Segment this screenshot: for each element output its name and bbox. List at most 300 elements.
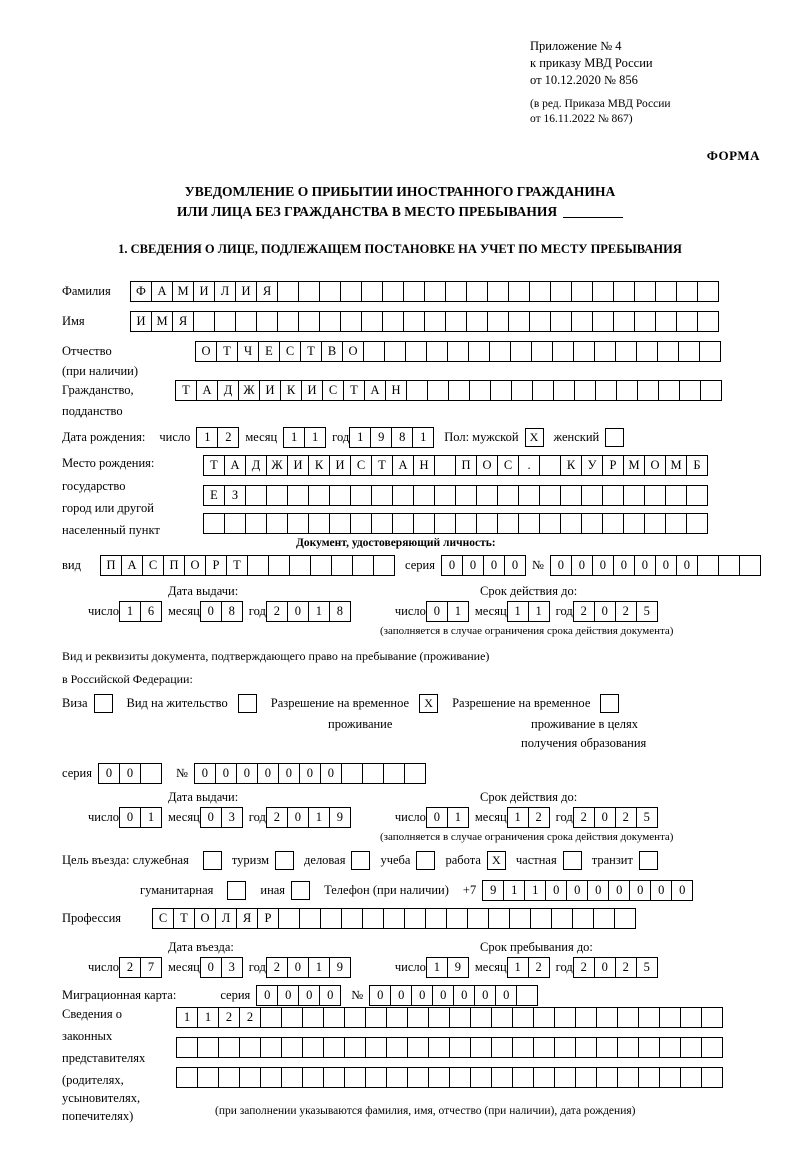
form-cell[interactable] (508, 311, 530, 332)
identity-number-input[interactable] (550, 555, 761, 576)
form-cell[interactable] (449, 1037, 471, 1058)
edu-residence-checkbox[interactable] (600, 694, 619, 713)
form-cell[interactable]: 2 (615, 601, 637, 622)
form-cell[interactable] (413, 485, 435, 506)
form-cell[interactable]: 5 (636, 957, 658, 978)
form-cell[interactable] (362, 908, 384, 929)
sex-male-checkbox[interactable]: Х (525, 428, 544, 447)
form-cell[interactable] (445, 311, 467, 332)
form-cell[interactable] (592, 311, 614, 332)
form-cell[interactable]: 0 (462, 555, 484, 576)
form-cell[interactable] (323, 1067, 345, 1088)
form-cell[interactable]: 0 (566, 880, 588, 901)
form-cell[interactable]: 1 (447, 807, 469, 828)
form-cell[interactable] (281, 1067, 303, 1088)
form-cell[interactable]: Я (172, 311, 194, 332)
profession-input[interactable] (152, 908, 636, 929)
form-cell[interactable]: 0 (200, 601, 222, 622)
birth-day-input[interactable] (196, 427, 239, 448)
form-cell[interactable] (407, 1007, 429, 1028)
form-cell[interactable] (539, 455, 561, 476)
form-cell[interactable] (446, 908, 468, 929)
form-cell[interactable] (239, 1037, 261, 1058)
form-cell[interactable] (686, 513, 708, 534)
permit-issue-month-input[interactable] (200, 807, 243, 828)
form-cell[interactable] (407, 1037, 429, 1058)
form-cell[interactable] (512, 1007, 534, 1028)
form-cell[interactable]: 0 (613, 555, 635, 576)
form-cell[interactable] (489, 341, 511, 362)
form-cell[interactable]: 3 (221, 957, 243, 978)
form-cell[interactable]: Т (226, 555, 248, 576)
form-cell[interactable]: И (287, 455, 309, 476)
form-cell[interactable]: С (279, 341, 301, 362)
form-cell[interactable] (383, 763, 405, 784)
form-cell[interactable] (573, 341, 595, 362)
form-cell[interactable] (575, 1037, 597, 1058)
form-cell[interactable] (550, 311, 572, 332)
form-cell[interactable]: С (350, 455, 372, 476)
form-cell[interactable]: 0 (594, 601, 616, 622)
form-cell[interactable] (386, 1007, 408, 1028)
form-cell[interactable] (302, 1037, 324, 1058)
form-cell[interactable]: З (224, 485, 246, 506)
form-cell[interactable]: 2 (615, 807, 637, 828)
purpose-service-checkbox[interactable] (203, 851, 222, 870)
form-cell[interactable]: 0 (650, 880, 672, 901)
form-cell[interactable] (634, 311, 656, 332)
form-cell[interactable]: 1 (426, 957, 448, 978)
form-cell[interactable] (488, 908, 510, 929)
form-cell[interactable] (383, 908, 405, 929)
form-cell[interactable]: Ф (130, 281, 152, 302)
form-cell[interactable] (617, 1067, 639, 1088)
form-cell[interactable] (533, 1037, 555, 1058)
form-cell[interactable] (655, 311, 677, 332)
form-cell[interactable]: 1 (283, 427, 305, 448)
stay-day-input[interactable] (426, 957, 469, 978)
form-cell[interactable] (308, 513, 330, 534)
form-cell[interactable]: 0 (411, 985, 433, 1006)
form-cell[interactable] (287, 485, 309, 506)
form-cell[interactable] (508, 281, 530, 302)
residence-permit-checkbox[interactable] (238, 694, 257, 713)
form-cell[interactable] (340, 281, 362, 302)
form-cell[interactable]: 0 (571, 555, 593, 576)
form-cell[interactable]: 1 (528, 601, 550, 622)
form-cell[interactable] (329, 485, 351, 506)
form-cell[interactable]: Д (217, 380, 239, 401)
form-cell[interactable] (277, 281, 299, 302)
form-cell[interactable]: О (194, 908, 216, 929)
permit-issue-year-input[interactable] (266, 807, 351, 828)
form-cell[interactable]: А (224, 455, 246, 476)
form-cell[interactable] (680, 1067, 702, 1088)
form-cell[interactable] (405, 341, 427, 362)
form-cell[interactable]: С (497, 455, 519, 476)
form-cell[interactable] (224, 513, 246, 534)
form-cell[interactable]: 0 (608, 880, 630, 901)
form-cell[interactable]: О (476, 455, 498, 476)
form-cell[interactable] (266, 485, 288, 506)
form-cell[interactable]: М (172, 281, 194, 302)
form-cell[interactable] (426, 341, 448, 362)
form-cell[interactable]: Ч (237, 341, 259, 362)
form-cell[interactable] (581, 485, 603, 506)
form-cell[interactable]: 1 (140, 807, 162, 828)
form-cell[interactable] (613, 311, 635, 332)
form-cell[interactable]: 2 (528, 807, 550, 828)
form-cell[interactable]: П (455, 455, 477, 476)
form-cell[interactable]: 2 (573, 957, 595, 978)
form-cell[interactable] (214, 311, 236, 332)
form-cell[interactable]: 0 (200, 957, 222, 978)
form-cell[interactable] (497, 485, 519, 506)
form-cell[interactable] (424, 311, 446, 332)
form-cell[interactable] (593, 908, 615, 929)
form-cell[interactable] (365, 1007, 387, 1028)
temp-residence-checkbox[interactable]: Х (419, 694, 438, 713)
citizenship-input[interactable] (175, 380, 722, 401)
permit-issue-day-input[interactable] (119, 807, 162, 828)
form-cell[interactable] (403, 281, 425, 302)
form-cell[interactable]: И (329, 455, 351, 476)
purpose-study-checkbox[interactable] (416, 851, 435, 870)
form-cell[interactable]: Т (216, 341, 238, 362)
form-cell[interactable] (592, 281, 614, 302)
form-cell[interactable] (382, 311, 404, 332)
form-cell[interactable] (470, 1037, 492, 1058)
form-cell[interactable]: А (364, 380, 386, 401)
stay-year-input[interactable] (573, 957, 658, 978)
form-cell[interactable]: М (623, 455, 645, 476)
form-cell[interactable]: Я (236, 908, 258, 929)
form-cell[interactable]: Т (173, 908, 195, 929)
form-cell[interactable]: 0 (634, 555, 656, 576)
form-cell[interactable]: Л (214, 281, 236, 302)
purpose-private-checkbox[interactable] (563, 851, 582, 870)
form-cell[interactable] (352, 555, 374, 576)
migration-number-input[interactable] (369, 985, 538, 1006)
form-cell[interactable] (554, 1067, 576, 1088)
form-cell[interactable]: 1 (308, 957, 330, 978)
form-cell[interactable] (329, 513, 351, 534)
form-cell[interactable] (596, 1037, 618, 1058)
purpose-transit-checkbox[interactable] (639, 851, 658, 870)
form-cell[interactable] (434, 485, 456, 506)
form-cell[interactable] (467, 908, 489, 929)
form-cell[interactable]: 5 (636, 601, 658, 622)
form-cell[interactable] (392, 485, 414, 506)
form-cell[interactable]: 1 (196, 427, 218, 448)
form-cell[interactable]: Н (385, 380, 407, 401)
form-cell[interactable] (289, 555, 311, 576)
form-cell[interactable] (594, 341, 616, 362)
form-cell[interactable]: 8 (329, 601, 351, 622)
form-cell[interactable] (615, 341, 637, 362)
form-cell[interactable]: 2 (573, 601, 595, 622)
form-cell[interactable]: 1 (524, 880, 546, 901)
form-cell[interactable] (428, 1007, 450, 1028)
form-cell[interactable] (308, 485, 330, 506)
form-cell[interactable] (596, 1067, 618, 1088)
form-cell[interactable] (617, 1037, 639, 1058)
form-cell[interactable] (466, 311, 488, 332)
form-cell[interactable]: 0 (594, 957, 616, 978)
patronymic-input[interactable] (195, 341, 721, 362)
form-cell[interactable] (476, 485, 498, 506)
form-cell[interactable]: А (151, 281, 173, 302)
form-cell[interactable] (575, 1067, 597, 1088)
form-cell[interactable] (344, 1037, 366, 1058)
form-cell[interactable]: 0 (287, 807, 309, 828)
form-cell[interactable]: 1 (304, 427, 326, 448)
form-cell[interactable]: Д (245, 455, 267, 476)
form-cell[interactable] (256, 311, 278, 332)
birthplace-row-1-input[interactable] (203, 455, 708, 476)
form-cell[interactable] (281, 1007, 303, 1028)
form-cell[interactable]: 5 (636, 807, 658, 828)
name-input[interactable] (130, 311, 719, 332)
form-cell[interactable] (552, 341, 574, 362)
form-cell[interactable]: 0 (432, 985, 454, 1006)
form-cell[interactable] (203, 513, 225, 534)
form-cell[interactable] (260, 1067, 282, 1088)
form-cell[interactable]: И (235, 281, 257, 302)
form-cell[interactable] (449, 1007, 471, 1028)
form-cell[interactable] (298, 311, 320, 332)
form-cell[interactable]: 1 (308, 807, 330, 828)
form-cell[interactable] (469, 380, 491, 401)
form-cell[interactable] (299, 908, 321, 929)
form-cell[interactable] (551, 908, 573, 929)
form-cell[interactable] (413, 513, 435, 534)
form-cell[interactable]: 0 (504, 555, 526, 576)
birthplace-row-3-input[interactable] (203, 513, 708, 534)
form-cell[interactable]: 0 (256, 985, 278, 1006)
form-cell[interactable] (602, 485, 624, 506)
form-cell[interactable] (554, 1037, 576, 1058)
form-cell[interactable]: 8 (221, 601, 243, 622)
form-cell[interactable] (512, 1037, 534, 1058)
form-cell[interactable] (404, 908, 426, 929)
form-cell[interactable]: К (560, 455, 582, 476)
form-cell[interactable] (247, 555, 269, 576)
form-cell[interactable] (665, 513, 687, 534)
form-cell[interactable] (701, 1007, 723, 1028)
form-cell[interactable]: И (193, 281, 215, 302)
form-cell[interactable] (509, 908, 531, 929)
form-cell[interactable] (404, 763, 426, 784)
form-cell[interactable] (384, 341, 406, 362)
form-cell[interactable] (239, 1067, 261, 1088)
form-cell[interactable]: 1 (503, 880, 525, 901)
form-cell[interactable] (659, 1067, 681, 1088)
form-cell[interactable]: 0 (629, 880, 651, 901)
form-cell[interactable]: 7 (140, 957, 162, 978)
form-cell[interactable] (319, 281, 341, 302)
form-cell[interactable] (491, 1067, 513, 1088)
identity-issue-month-input[interactable] (200, 601, 243, 622)
form-cell[interactable] (371, 485, 393, 506)
form-cell[interactable] (553, 380, 575, 401)
form-cell[interactable]: 0 (550, 555, 572, 576)
form-cell[interactable]: 0 (319, 985, 341, 1006)
form-cell[interactable]: 0 (655, 555, 677, 576)
purpose-business-checkbox[interactable] (351, 851, 370, 870)
form-cell[interactable] (686, 485, 708, 506)
form-cell[interactable] (331, 555, 353, 576)
form-cell[interactable] (445, 281, 467, 302)
form-cell[interactable]: 0 (287, 601, 309, 622)
form-cell[interactable]: 6 (140, 601, 162, 622)
form-cell[interactable] (392, 513, 414, 534)
form-cell[interactable]: О (342, 341, 364, 362)
form-cell[interactable] (679, 380, 701, 401)
form-cell[interactable] (571, 311, 593, 332)
form-cell[interactable] (455, 513, 477, 534)
form-cell[interactable] (197, 1067, 219, 1088)
form-cell[interactable] (516, 985, 538, 1006)
birth-year-input[interactable] (349, 427, 434, 448)
form-cell[interactable]: 0 (215, 763, 237, 784)
form-cell[interactable] (470, 1067, 492, 1088)
form-cell[interactable] (260, 1007, 282, 1028)
form-cell[interactable] (617, 1007, 639, 1028)
form-cell[interactable]: В (321, 341, 343, 362)
form-cell[interactable]: 2 (573, 807, 595, 828)
form-cell[interactable]: У (581, 455, 603, 476)
form-cell[interactable] (218, 1067, 240, 1088)
form-cell[interactable] (468, 341, 490, 362)
form-cell[interactable]: 0 (299, 763, 321, 784)
form-cell[interactable]: 0 (676, 555, 698, 576)
form-cell[interactable]: 2 (239, 1007, 261, 1028)
form-cell[interactable]: М (151, 311, 173, 332)
form-cell[interactable] (676, 311, 698, 332)
form-cell[interactable]: 2 (119, 957, 141, 978)
form-cell[interactable] (676, 281, 698, 302)
form-cell[interactable]: С (322, 380, 344, 401)
form-cell[interactable]: 0 (587, 880, 609, 901)
form-cell[interactable] (659, 1037, 681, 1058)
form-cell[interactable] (699, 341, 721, 362)
form-cell[interactable] (341, 763, 363, 784)
form-cell[interactable]: 1 (119, 601, 141, 622)
form-cell[interactable] (344, 1007, 366, 1028)
form-cell[interactable] (533, 1007, 555, 1028)
form-cell[interactable]: 8 (391, 427, 413, 448)
form-cell[interactable] (425, 908, 447, 929)
form-cell[interactable]: 0 (277, 985, 299, 1006)
stay-month-input[interactable] (507, 957, 550, 978)
identity-valid-day-input[interactable] (426, 601, 469, 622)
form-cell[interactable] (218, 1037, 240, 1058)
purpose-work-checkbox[interactable]: Х (487, 851, 506, 870)
form-cell[interactable] (680, 1037, 702, 1058)
form-cell[interactable] (531, 341, 553, 362)
form-cell[interactable] (497, 513, 519, 534)
form-cell[interactable] (697, 281, 719, 302)
form-cell[interactable]: 0 (474, 985, 496, 1006)
form-cell[interactable] (487, 281, 509, 302)
form-cell[interactable] (371, 513, 393, 534)
form-cell[interactable] (511, 380, 533, 401)
form-cell[interactable] (424, 281, 446, 302)
purpose-tourism-checkbox[interactable] (275, 851, 294, 870)
form-cell[interactable] (363, 341, 385, 362)
form-cell[interactable]: И (130, 311, 152, 332)
form-cell[interactable] (245, 513, 267, 534)
phone-input[interactable] (482, 880, 693, 901)
form-cell[interactable] (623, 513, 645, 534)
form-cell[interactable] (554, 1007, 576, 1028)
form-cell[interactable] (595, 380, 617, 401)
form-cell[interactable] (428, 1067, 450, 1088)
form-cell[interactable]: П (100, 555, 122, 576)
migration-series-input[interactable] (256, 985, 341, 1006)
form-cell[interactable] (350, 513, 372, 534)
form-cell[interactable]: 3 (221, 807, 243, 828)
form-cell[interactable] (529, 281, 551, 302)
form-cell[interactable] (602, 513, 624, 534)
form-cell[interactable]: Т (175, 380, 197, 401)
form-cell[interactable] (560, 513, 582, 534)
form-cell[interactable] (341, 908, 363, 929)
form-cell[interactable] (560, 485, 582, 506)
form-cell[interactable]: Т (203, 455, 225, 476)
identity-issue-day-input[interactable] (119, 601, 162, 622)
form-cell[interactable]: 1 (197, 1007, 219, 1028)
form-cell[interactable]: А (392, 455, 414, 476)
form-cell[interactable] (487, 311, 509, 332)
form-cell[interactable] (638, 1007, 660, 1028)
birthplace-row-2-input[interactable] (203, 485, 708, 506)
form-cell[interactable]: К (308, 455, 330, 476)
form-cell[interactable]: 2 (615, 957, 637, 978)
surname-input[interactable] (130, 281, 719, 302)
form-cell[interactable]: Е (258, 341, 280, 362)
form-cell[interactable] (680, 1007, 702, 1028)
form-cell[interactable]: 1 (507, 957, 529, 978)
form-cell[interactable]: 0 (278, 763, 300, 784)
form-cell[interactable]: Е (203, 485, 225, 506)
form-cell[interactable] (518, 513, 540, 534)
form-cell[interactable]: 0 (671, 880, 693, 901)
form-cell[interactable] (476, 513, 498, 534)
form-cell[interactable] (491, 1037, 513, 1058)
form-cell[interactable] (616, 380, 638, 401)
form-cell[interactable] (532, 380, 554, 401)
form-cell[interactable]: 9 (447, 957, 469, 978)
form-cell[interactable]: 0 (483, 555, 505, 576)
permit-number-input[interactable] (194, 763, 426, 784)
form-cell[interactable] (434, 513, 456, 534)
form-cell[interactable] (455, 485, 477, 506)
form-cell[interactable]: О (644, 455, 666, 476)
form-cell[interactable] (407, 1067, 429, 1088)
form-cell[interactable]: 0 (98, 763, 120, 784)
form-cell[interactable] (575, 1007, 597, 1028)
form-cell[interactable] (344, 1067, 366, 1088)
identity-valid-month-input[interactable] (507, 601, 550, 622)
purpose-other-checkbox[interactable] (291, 881, 310, 900)
form-cell[interactable] (623, 485, 645, 506)
form-cell[interactable]: П (163, 555, 185, 576)
form-cell[interactable] (701, 1037, 723, 1058)
legal-row-3-input[interactable] (176, 1067, 723, 1088)
form-cell[interactable]: 1 (507, 807, 529, 828)
